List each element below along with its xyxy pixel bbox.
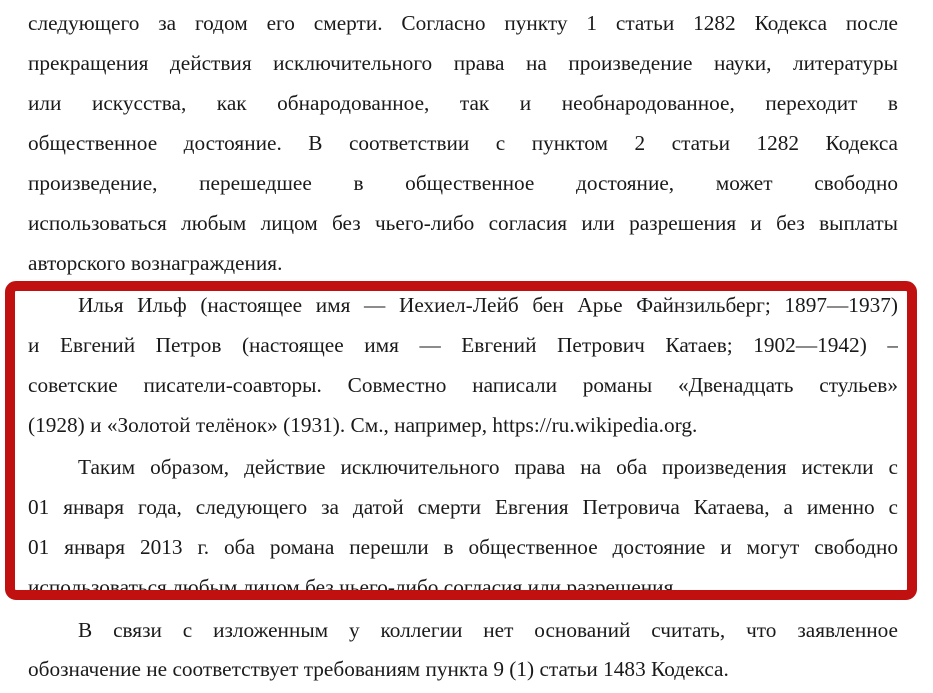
text-line: или искусства, как обнародованное, так и необнародованное, переходит в <box>28 91 898 115</box>
text-line: 01 января 2013 г. оба романа перешли в общественное достояние и могут свободно <box>28 535 898 559</box>
text-line: (1928) и «Золотой телёнок» (1931). См., например, https://ru.wikipedia.org. <box>28 413 698 437</box>
text-line: В связи с изложенным у коллегии нет оснований считать, что заявленное <box>78 618 898 642</box>
text-line: общественное достояние. В соответствии с пунктом 2 статьи 1282 Кодекса <box>28 131 898 155</box>
text-line: обозначение не соответствует требованиям пункта 9 (1) статьи 1483 Кодекса. <box>28 657 729 681</box>
text-line: советские писатели-соавторы. Совместно написали романы «Двенадцать стульев» <box>28 373 898 397</box>
text-line: следующего за годом его смерти. Согласно пункту 1 статьи 1282 Кодекса после <box>28 11 898 35</box>
text-line: авторского вознаграждения. <box>28 251 283 275</box>
text-line: 01 января года, следующего за датой смерти Евгения Петровича Катаева, а именно с <box>28 495 898 519</box>
text-line: и Евгений Петров (настоящее имя — Евгений Петрович Катаев; 1902—1942) – <box>28 333 898 357</box>
text-line: Илья Ильф (настоящее имя — Иехиел-Лейб бен Арье Файнзильберг; 1897—1937) <box>78 293 898 317</box>
text-line: прекращения действия исключительного права на произведение науки, литературы <box>28 51 898 75</box>
text-line: использоваться любым лицом без чьего-либо согласия или разрешения. <box>28 575 679 599</box>
text-line: произведение, перешедшее в общественное достояние, может свободно <box>28 171 898 195</box>
text-line: Таким образом, действие исключительного права на оба произведения истекли с <box>78 455 898 479</box>
text-line: использоваться любым лицом без чьего-либо согласия или разрешения и без выплаты <box>28 211 898 235</box>
